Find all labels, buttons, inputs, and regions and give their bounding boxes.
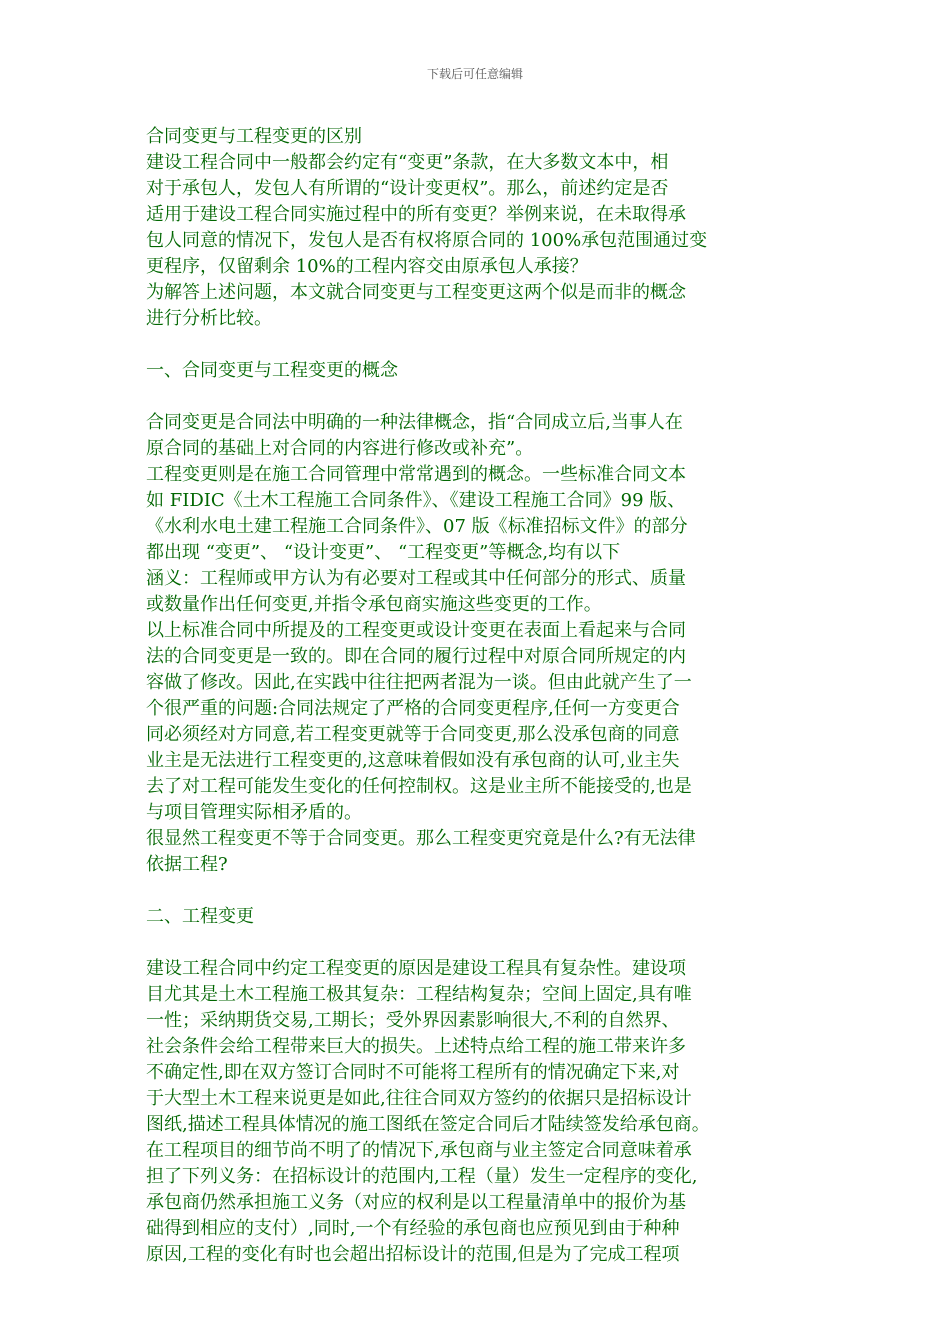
text-line: 在工程项目的细节尚不明了的情况下,承包商与业主签定合同意味着承 bbox=[146, 1140, 692, 1161]
text-line: 图纸,描述工程具体情况的施工图纸在签定合同后才陆续签发给承包商。 bbox=[146, 1114, 710, 1135]
text-line: 更程序，仅留剩余 10%的工程内容交由原承包人承接？ bbox=[146, 256, 588, 277]
text-line: 包人同意的情况下，发包人是否有权将原合同的 100%承包范围通过变 bbox=[146, 230, 708, 251]
text-line: 去了对工程可能发生变化的任何控制权。这是业主所不能接受的,也是 bbox=[146, 776, 692, 797]
text-line: 础得到相应的支付）,同时,一个有经验的承包商也应预见到由于种种 bbox=[146, 1218, 680, 1239]
text-line: 建设工程合同中一般都会约定有“变更”条款，在大多数文本中，相 bbox=[146, 152, 669, 173]
text-line: 对于承包人，发包人有所谓的“设计变更权”。那么，前述约定是否 bbox=[146, 178, 669, 199]
text-line: 涵义：工程师或甲方认为有必要对工程或其中任何部分的形式、质量 bbox=[146, 568, 686, 589]
text-line: 原合同的基础上对合同的内容进行修改或补充”。 bbox=[146, 438, 534, 459]
text-line: 进行分析比较。 bbox=[146, 308, 272, 329]
text-line: 不确定性,即在双方签订合同时不可能将工程所有的情况确定下来,对 bbox=[146, 1062, 680, 1083]
text-line: 容做了修改。因此,在实践中往往把两者混为一谈。但由此就产生了一 bbox=[146, 672, 692, 693]
text-line: 很显然工程变更不等于合同变更。那么工程变更究竟是什么?有无法律 bbox=[146, 828, 696, 849]
blank-line bbox=[146, 384, 816, 410]
text-line: 或数量作出任何变更,并指令承包商实施这些变更的工作。 bbox=[146, 594, 602, 615]
text-line: 原因,工程的变化有时也会超出招标设计的范围,但是为了完成工程项 bbox=[146, 1244, 680, 1265]
text-line: 合同变更是合同法中明确的一种法律概念，指“合同成立后,当事人在 bbox=[146, 412, 683, 433]
text-line: 承包商仍然承担施工义务（对应的权利是以工程量清单中的报价为基 bbox=[146, 1192, 686, 1213]
text-line: 以上标准合同中所提及的工程变更或设计变更在表面上看起来与合同 bbox=[146, 620, 686, 641]
text-line: 二、工程变更 bbox=[146, 906, 254, 927]
text-line: 工程变更则是在施工合同管理中常常遇到的概念。一些标准合同文本 bbox=[146, 464, 686, 485]
header-note: 下载后可任意编辑 bbox=[426, 67, 523, 81]
text-line: 如 FIDIC《土木工程施工合同条件》、《建设工程施工合同》99 版、 bbox=[146, 490, 686, 511]
blank-line bbox=[146, 930, 816, 956]
text-line: 业主是无法进行工程变更的,这意味着假如没有承包商的认可,业主失 bbox=[146, 750, 680, 771]
text-line: 依据工程? bbox=[146, 854, 228, 875]
text-line: 与项目管理实际相矛盾的。 bbox=[146, 802, 362, 823]
text-line: 社会条件会给工程带来巨大的损失。上述特点给工程的施工带来许多 bbox=[146, 1036, 686, 1057]
text-line: 一、合同变更与工程变更的概念 bbox=[146, 360, 398, 381]
text-line: 都出现 “变更”、 “设计变更”、 “工程变更”等概念,均有以下 bbox=[146, 542, 621, 563]
text-line: 《水利水电土建工程施工合同条件》、07 版《标准招标文件》的部分 bbox=[146, 516, 688, 537]
text-line: 建设工程合同中约定工程变更的原因是建设工程具有复杂性。建设项 bbox=[146, 958, 686, 979]
text-line: 法的合同变更是一致的。即在合同的履行过程中对原合同所规定的内 bbox=[146, 646, 686, 667]
text-line: 担了下列义务：在招标设计的范围内,工程（量）发生一定程序的变化, bbox=[146, 1166, 698, 1187]
text-line: 合同变更与工程变更的区别 bbox=[146, 126, 362, 147]
document-body bbox=[146, 124, 816, 1268]
text-line: 适用于建设工程合同实施过程中的所有变更？举例来说，在未取得承 bbox=[146, 204, 686, 225]
text-line: 于大型土木工程来说更是如此,往往合同双方签约的依据只是招标设计 bbox=[146, 1088, 692, 1109]
blank-line bbox=[146, 332, 816, 358]
text-line: 一性；采纳期货交易,工期长；受外界因素影响很大,不利的自然界、 bbox=[146, 1010, 680, 1031]
text-line: 个很严重的问题:合同法规定了严格的合同变更程序,任何一方变更合 bbox=[146, 698, 680, 719]
blank-line bbox=[146, 878, 816, 904]
text-line: 同必须经对方同意,若工程变更就等于合同变更,那么没承包商的同意 bbox=[146, 724, 680, 745]
text-line: 目尤其是土木工程施工极其复杂：工程结构复杂；空间上固定,具有唯 bbox=[146, 984, 692, 1005]
text-line: 为解答上述问题，本文就合同变更与工程变更这两个似是而非的概念 bbox=[146, 282, 686, 303]
